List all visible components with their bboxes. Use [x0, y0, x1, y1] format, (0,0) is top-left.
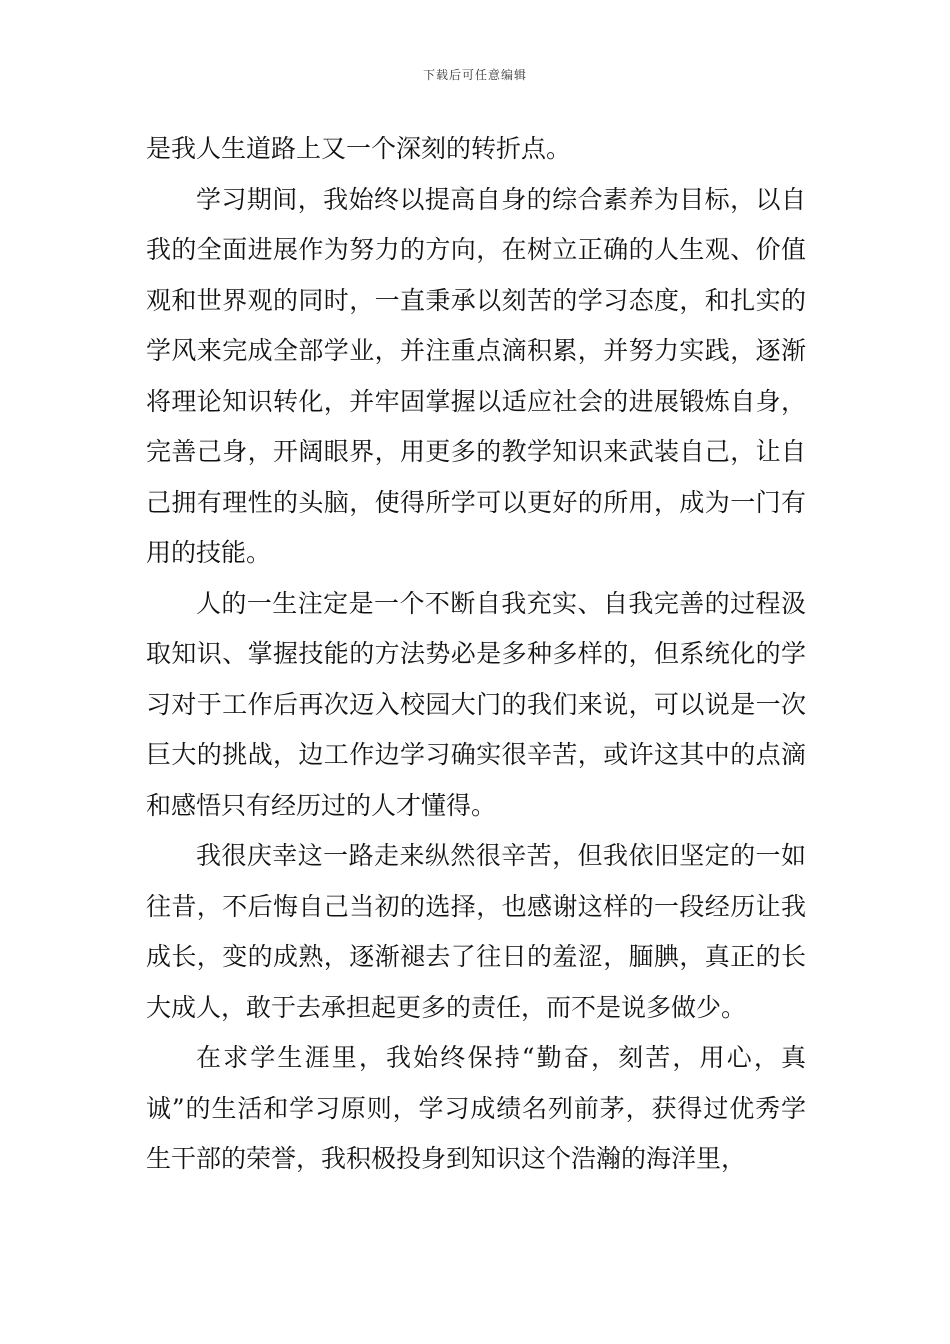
paragraph-continuation: 是我人生道路上又一个深刻的转折点。	[146, 134, 572, 163]
paragraph: 在求学生涯里，我始终保持“勤奋，刻苦，用心，真诚”的生活和学习原则，学习成绩名列前茅，获得过优秀学生干部的荣誉，我积极投身到知识这个浩瀚的海洋里，	[146, 1043, 806, 1173]
paragraph: 我很庆幸这一路走来纵然很辛苦，但我依旧坚定的一如往昔，不后悔自己当初的选择，也感谢这样的一段经历让我成长，变的成熟，逐渐褪去了往日的羞涩，腼腆，真正的长大成人，敢于去承担起更多的责任，而不是说多做少。	[146, 841, 806, 1022]
paragraph: 学习期间，我始终以提高自身的综合素养为目标，以自我的全面进展作为努力的方向，在树立正确的人生观、价值观和世界观的同时，一直秉承以刻苦的学习态度，和扎实的学风来完成全部学业，并注重点滴积累，并努力实践，逐渐将理论知识转化，并牢固掌握以适应社会的进展锻炼自身，完善己身，开阔眼界，用更多的教学知识来武装自己，让自己拥有理性的头脑，使得所学可以更好的所用，成为一门有用的技能。	[146, 184, 806, 567]
page-header: 下载后可任意编辑	[422, 68, 527, 82]
document-body	[146, 124, 806, 1185]
paragraph: 人的一生注定是一个不断自我充实、自我完善的过程汲取知识、掌握技能的方法势必是多种多样的，但系统化的学习对于工作后再次迈入校园大门的我们来说，可以说是一次巨大的挑战，边工作边学习确实很辛苦，或许这其中的点滴和感悟只有经历过的人才懂得。	[146, 588, 806, 820]
